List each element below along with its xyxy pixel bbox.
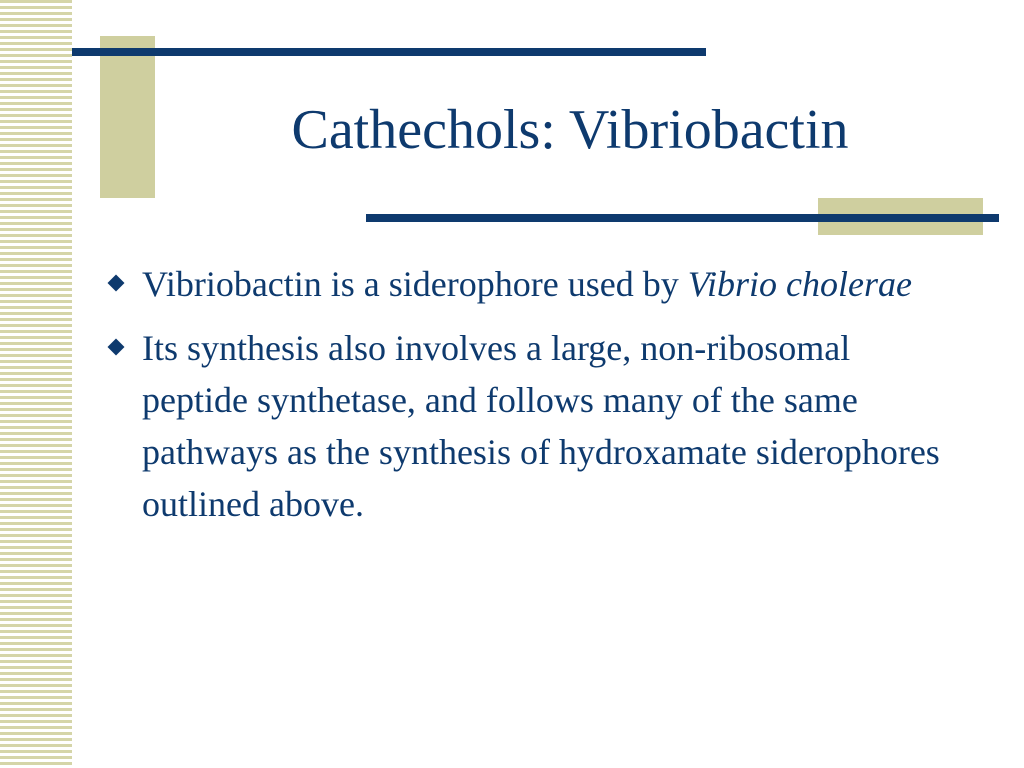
title-rule-top [72, 48, 706, 56]
bullet-item [104, 258, 964, 310]
bullet-item [104, 322, 964, 530]
species-name: Vibrio cholerae [687, 264, 912, 304]
decorative-stripes [0, 0, 72, 768]
diamond-bullet-icon [108, 339, 125, 356]
bullet-text: Its synthesis also involves a large, non-ribosomal peptide synthetase, and follows many of the same pathways as the synthesis of hydroxamate siderophores outlined above. [142, 328, 940, 524]
slide-title: Cathechols: Vibriobactin [291, 99, 849, 161]
bullet-list [104, 258, 964, 542]
title-rule-bottom [366, 214, 999, 222]
diamond-bullet-icon [108, 275, 125, 292]
bullet-text: Vibriobactin is a siderophore used by [142, 264, 688, 304]
